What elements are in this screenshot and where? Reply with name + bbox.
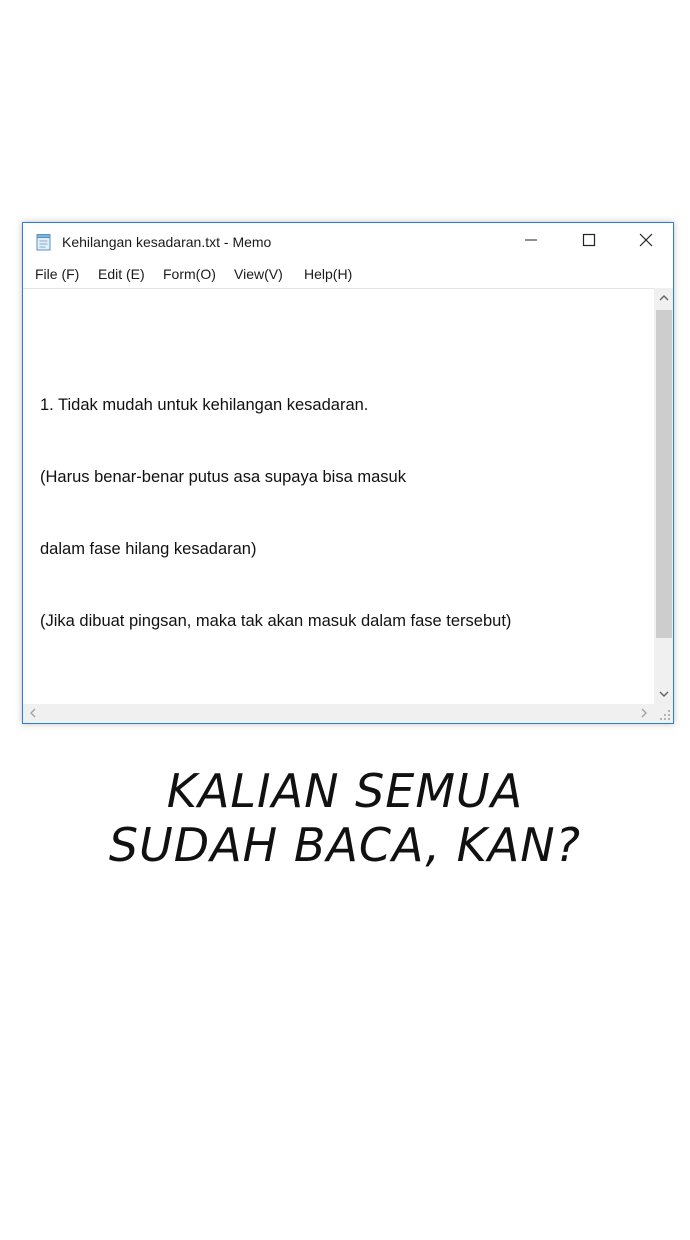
minimize-icon	[524, 233, 538, 252]
menu-format[interactable]: Form(O)	[163, 266, 216, 282]
paragraph-1	[40, 345, 650, 681]
caption-text	[0, 764, 690, 872]
horizontal-scrollbar[interactable]	[23, 704, 654, 723]
memo-window	[22, 222, 674, 724]
chevron-left-icon	[29, 705, 37, 723]
maximize-button[interactable]	[560, 223, 618, 261]
title-bar[interactable]	[23, 223, 673, 261]
caption-line-1: KALIAN SEMUA	[166, 764, 524, 818]
notepad-icon	[35, 233, 53, 251]
document-text[interactable]	[40, 297, 650, 705]
text-line: (Jika dibuat pingsan, maka tak akan masuk dalam fase tersebut)	[40, 612, 512, 630]
text-line: (Harus benar-benar putus asa supaya bisa masuk	[40, 468, 406, 486]
minimize-button[interactable]	[502, 223, 560, 261]
chevron-up-icon	[659, 289, 669, 307]
maximize-icon	[582, 233, 596, 252]
scroll-thumb[interactable]	[656, 310, 672, 638]
text-line: 1. Tidak mudah untuk kehilangan kesadaran.	[40, 396, 369, 414]
scroll-up-button[interactable]	[654, 288, 673, 308]
menu-help[interactable]: Help(H)	[304, 266, 353, 282]
close-button[interactable]	[617, 223, 675, 261]
scroll-left-button[interactable]	[23, 704, 43, 723]
close-icon	[639, 233, 653, 252]
resize-grip[interactable]	[654, 704, 673, 723]
text-editor[interactable]	[23, 288, 654, 705]
vertical-scrollbar[interactable]	[654, 288, 673, 704]
window-title: Kehilangan kesadaran.txt - Memo	[62, 234, 272, 250]
menu-file[interactable]: File (F)	[35, 266, 80, 282]
scroll-down-button[interactable]	[654, 684, 673, 704]
menu-bar	[23, 261, 673, 287]
caption-line-2: SUDAH BACA, KAN?	[108, 818, 582, 872]
text-line: dalam fase hilang kesadaran)	[40, 540, 257, 558]
scroll-right-button[interactable]	[634, 704, 654, 723]
chevron-down-icon	[659, 685, 669, 703]
chevron-right-icon	[640, 705, 648, 723]
menu-view[interactable]: View(V)	[234, 266, 283, 282]
resize-grip-icon	[654, 710, 673, 727]
menu-edit[interactable]: Edit (E)	[98, 266, 145, 282]
